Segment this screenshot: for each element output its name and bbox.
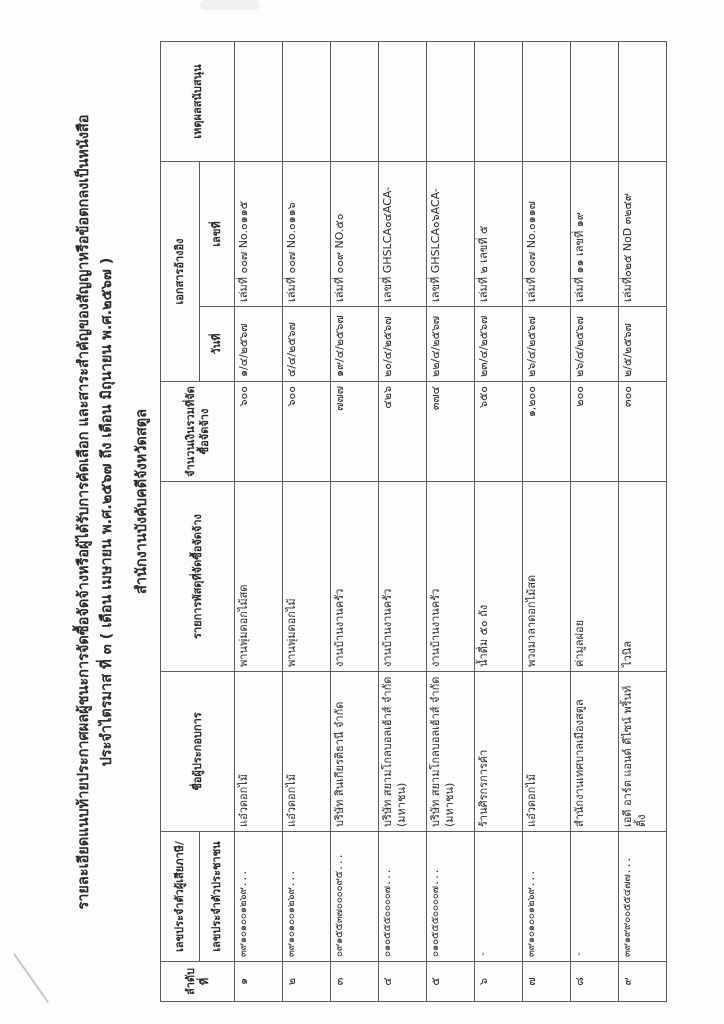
cell-date: ๑๙/๔/๒๕๖๗ <box>331 307 379 382</box>
cell-vendor: สำนักงานเทศบาลเมืองสตูล <box>571 672 619 832</box>
cell-docno: เล่มที่ ๑๑ เลขที่ ๑๙ <box>571 162 619 307</box>
header-reason: เหตุผลสนับสนุน <box>161 42 235 162</box>
header-no: ลำดับที่ <box>161 962 235 1002</box>
cell-docno: เล่มที่๐๒๕ NoD ๓๒๔๙ <box>619 162 667 307</box>
cell-amount: ๔๒๖ <box>379 382 427 482</box>
cell-taxid: ๓๙๑๐๑๐๐๑๒๖๙... <box>523 832 571 962</box>
cell-amount: ๖๕๐ <box>475 382 523 482</box>
cell-item: พวงมาลาดอกไม้สด <box>523 482 571 672</box>
header-taxid-top: เลขประจำตัวผู้เสียภาษี/ <box>161 832 200 962</box>
cell-taxid: ๐๑๐๕๕๕๐๐๐๐๗... <box>379 832 427 962</box>
header-item: รายการพัสดุที่จัดซื้อจัดจ้าง <box>161 482 235 672</box>
cell-no: ๑ <box>235 962 283 1002</box>
cell-vendor: เอดี อาร์ต แอนด์ ดีไซน์ พริ้นท์ติ้ง <box>619 672 667 832</box>
cell-date: ๒๒/๔/๒๕๖๗ <box>427 307 475 382</box>
cell-date: ๒๖/๔/๒๕๖๗ <box>523 307 571 382</box>
cell-amount: ๗๗๗ <box>331 382 379 482</box>
cell-date: ๒๖/๔/๒๕๖๗ <box>571 307 619 382</box>
cell-item: พานพุ่มดอกไม้สด <box>235 482 283 672</box>
cell-no: ๔ <box>379 962 427 1002</box>
table-body <box>235 42 667 1002</box>
cell-vendor: บริษัท สยามโกลบอลเฮ้าส์ จำกัด (มหาชน) <box>427 672 475 832</box>
cell-vendor: บริษัท สยามโกลบอลเฮ้าส์ จำกัด (มหาชน) <box>379 672 427 832</box>
office-name: สำนักงานบังคับคดีจังหวัดสตูล <box>134 409 150 594</box>
cell-amount: ๖๐๐ <box>235 382 283 482</box>
header-taxid-bottom: เลขประจำตัวประชาชน <box>200 832 235 962</box>
cell-amount: ๑,๒๐๐ <box>523 382 571 482</box>
cell-date: ๒/๕/๒๕๖๗ <box>619 307 667 382</box>
cell-vendor: บริษัท สินเกียรติธานี จำกัด <box>331 672 379 832</box>
cell-reason <box>475 42 523 162</box>
table-row <box>475 42 523 1002</box>
cell-docno: เลขที่ GHSLCA๐๔ACA- <box>379 162 427 307</box>
cell-vendor: แอ๋วดอกไม้ <box>283 672 331 832</box>
cell-docno: เล่มที่ ๒ เลขที่ ๕ <box>475 162 523 307</box>
cell-docno: เล่มที่ ๐๐๙ NO.๕๐ <box>331 162 379 307</box>
header-docno: เลขที่ <box>200 162 235 307</box>
cell-taxid: ๐๙๑๕๕๓๗๐๐๐๐๙๕... <box>331 832 379 962</box>
cell-taxid: ๓๙๑๐๑๐๐๑๒๖๙... <box>235 832 283 962</box>
table-row <box>331 42 379 1002</box>
cell-no: ๓ <box>331 962 379 1002</box>
cell-item: ไวนิล <box>619 482 667 672</box>
table-row <box>235 42 283 1002</box>
cell-no: ๗ <box>523 962 571 1002</box>
cell-vendor: แอ๋วดอกไม้ <box>235 672 283 832</box>
cell-no: ๖ <box>475 962 523 1002</box>
header-amount: จำนวนเงินรวมที่จัดซื้อจัดจ้าง <box>161 382 235 482</box>
cell-reason <box>523 42 571 162</box>
cell-item: งานบ้านงานครัว <box>427 482 475 672</box>
table-row <box>523 42 571 1002</box>
cell-taxid: ๓๙๑๐๑๐๐๑๒๖๙... <box>283 832 331 962</box>
cell-amount: ๓๗๔ <box>427 382 475 482</box>
header-reference: เอกสารอ้างอิง <box>161 162 200 382</box>
cell-reason <box>379 42 427 162</box>
cell-taxid: ๓๙๑๙๙๐๐๕๕๔๗๗... <box>619 832 667 962</box>
cell-amount: ๓๐๐ <box>619 382 667 482</box>
cell-taxid: - <box>571 832 619 962</box>
cell-reason <box>235 42 283 162</box>
table-row <box>283 42 331 1002</box>
cell-amount: ๖๐๐ <box>283 382 331 482</box>
cell-reason <box>331 42 379 162</box>
header-date: วันที่ <box>200 307 235 382</box>
cell-date: ๔/๔/๒๕๖๗ <box>283 307 331 382</box>
cell-taxid: - <box>475 832 523 962</box>
cell-vendor: ร้านศิรกรการค้า <box>475 672 523 832</box>
cell-reason <box>619 42 667 162</box>
cell-reason <box>571 42 619 162</box>
cell-docno: เลขที่ GHSLCA๐๖ACA- <box>427 162 475 307</box>
cell-reason <box>283 42 331 162</box>
cell-reason <box>427 42 475 162</box>
table-row <box>427 42 475 1002</box>
cell-item: ค่ามูลฝอย <box>571 482 619 672</box>
cell-item: พานพุ่มดอกไม้ <box>283 482 331 672</box>
cell-vendor: แอ๋วดอกไม้ <box>523 672 571 832</box>
cell-no: ๕ <box>427 962 475 1002</box>
cell-docno: เล่มที่ ๐๐๗ No.๐๑๑๗ <box>523 162 571 307</box>
cell-item: งานบ้านงานครัว <box>379 482 427 672</box>
cell-docno: เล่มที่ ๐๐๗ No.๐๑๑๖ <box>283 162 331 307</box>
cell-no: ๙ <box>619 962 667 1002</box>
table-row <box>619 42 667 1002</box>
cell-no: ๘ <box>571 962 619 1002</box>
cell-taxid: ๐๑๐๕๕๕๐๐๐๐๗... <box>427 832 475 962</box>
table-row <box>379 42 427 1002</box>
cell-date: ๒๓/๔/๒๕๖๗ <box>475 307 523 382</box>
document-title: รายละเอียดแนบท้ายประกาศผลผู้ชนะการจัดซื้อจัดจ้างหรือผู้ได้รับการคัดเลือก และสาระสำคัญของสัญญาหรือข้อตกลงเป็นหนังสือ <box>76 114 92 910</box>
cell-no: ๒ <box>283 962 331 1002</box>
cell-amount: ๒๐๐ <box>571 382 619 482</box>
table-row <box>571 42 619 1002</box>
cell-item: น้ำดื่ม ๕๐ ถัง <box>475 482 523 672</box>
procurement-table <box>160 41 667 1002</box>
cell-docno: เล่มที่ ๐๐๗ No.๐๑๑๕ <box>235 162 283 307</box>
cell-item: งานบ้านงานครัว <box>331 482 379 672</box>
cell-date: ๒๐/๔/๒๕๖๗ <box>379 307 427 382</box>
quarter-period: ประจำไตรมาส ที่ ๓ ( เดือน เมษายน พ.ศ.๒๕๖๗ ถึง เดือน มิถุนายน พ.ศ.๒๕๖๗ ) <box>99 257 115 767</box>
cell-date: ๑/๔/๒๕๖๗ <box>235 307 283 382</box>
header-vendor: ชื่อผู้ประกอบการ <box>161 672 235 832</box>
